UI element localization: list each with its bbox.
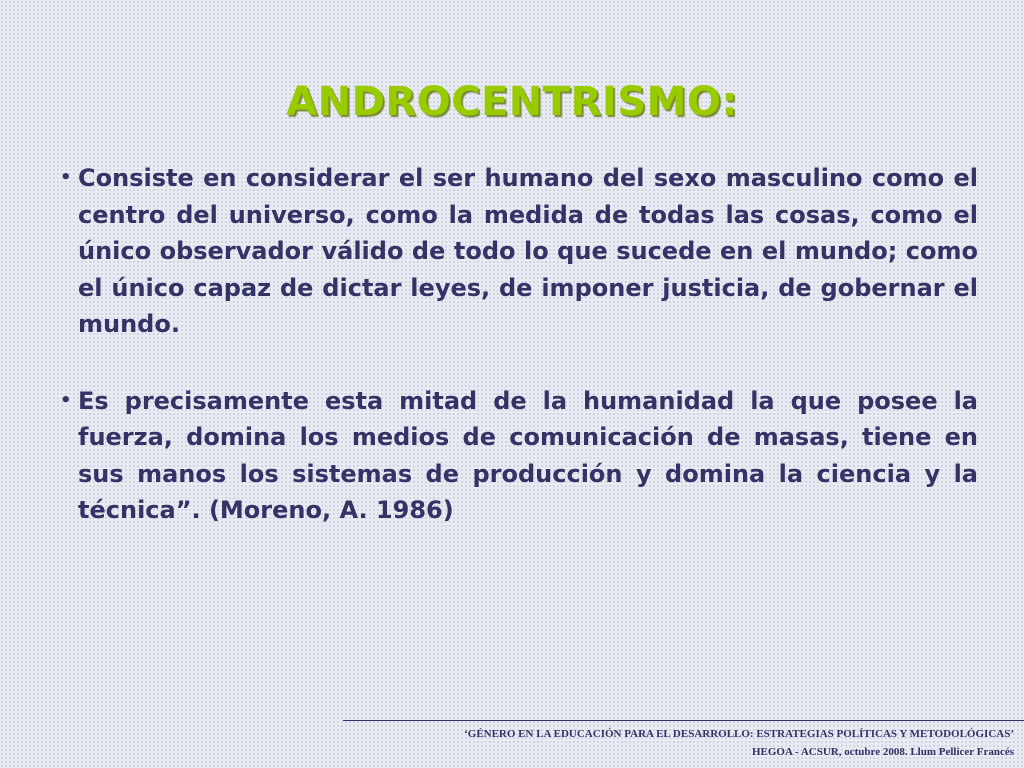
footer-credit: HEGOA - ACSUR, octubre 2008. Llum Pellicer Francés — [751, 746, 1014, 758]
bullet-text: Es precisamente esta mitad de la humanidad la que posee la fuerza, domina los medios de comunicación de masas, tiene en sus manos los sistemas de producción y domina la ciencia y la técnica”. (Moreno, A. 1986) — [78, 386, 978, 524]
bullet-marker: • — [60, 389, 72, 411]
bullet-item-definition — [60, 160, 978, 343]
bullet-text: Consiste en considerar el ser humano del sexo masculino como el centro del universo, como la medida de todas las cosas, como el único observador válido de todo lo que sucede en el mundo; como el único capaz de dictar leyes, de imponer justicia, de gobernar el mundo. — [78, 164, 978, 338]
bullet-marker: • — [60, 167, 72, 188]
footer-title: ‘GÉNERO EN LA EDUCACIÓN PARA EL DESARROLLO: ESTRATEGIAS POLÍTICAS Y METODOLÓGICAS’ — [464, 728, 1014, 740]
bullet-list — [60, 160, 978, 529]
footer-divider — [343, 720, 1024, 721]
slide-title: ANDROCENTRISMO: — [286, 79, 738, 125]
bullet-item-quote — [60, 383, 978, 529]
